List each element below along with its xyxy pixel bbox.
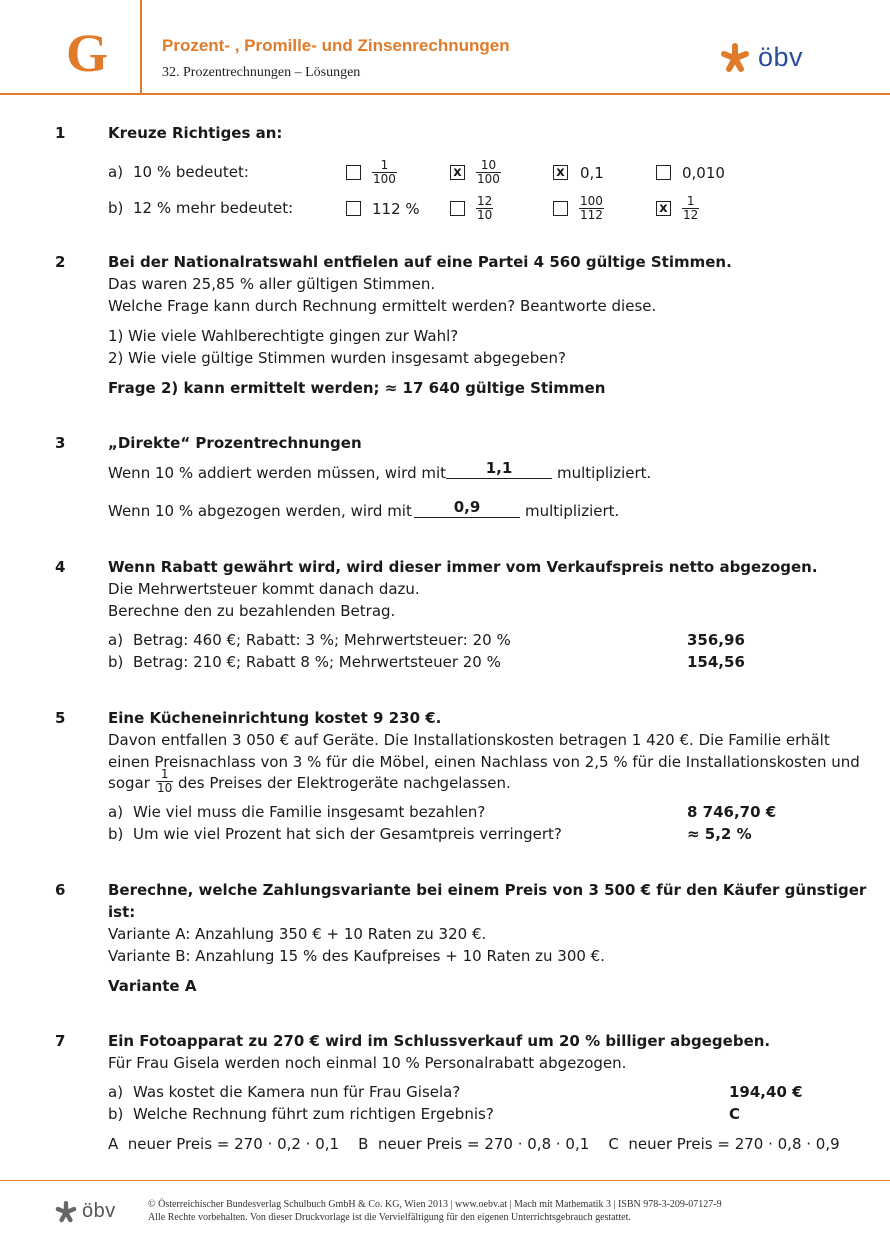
rights-line: Alle Rechte vorbehalten. Von dieser Druckvorlage ist die Vervielfältigung für den eigenen Unterrichtsgebrauch gestattet. xyxy=(148,1212,631,1223)
question-option: 1) Wie viele Wahlberechtigte gingen zur Wahl? xyxy=(108,327,459,345)
checkbox-checked[interactable]: x xyxy=(553,165,568,180)
task-text: Wenn 10 % abgezogen werden, wird mit xyxy=(108,502,412,520)
footer-logo xyxy=(55,1200,116,1223)
subtask-answer: 356,96 xyxy=(687,631,745,649)
answer-blank: 0,9 xyxy=(414,499,520,518)
header-divider-horizontal xyxy=(0,93,890,95)
subtask-label: b) xyxy=(108,825,124,843)
fraction: $\frac{100}{112}$ xyxy=(580,194,603,222)
fraction: $\frac{1}{100}$ xyxy=(373,158,396,186)
publisher-logo xyxy=(720,42,803,73)
copyright-line: © Österreichischer Bundesverlag Schulbuch GmbH & Co. KG, Wien 2013 | www.oebv.at | Mach mit Mathematik 3 | ISBN 978-3-209-07127-9 xyxy=(148,1199,722,1210)
task-title-continued: ist: xyxy=(108,903,136,921)
checkbox-checked[interactable]: x xyxy=(450,165,465,180)
task-text: Für Frau Gisela werden noch einmal 10 % Personalrabatt abgezogen. xyxy=(108,1054,627,1072)
subtask-answer: 154,56 xyxy=(687,653,745,671)
task-text: Welche Frage kann durch Rechnung ermittelt werden? Beantworte diese. xyxy=(108,297,657,315)
checkbox[interactable] xyxy=(346,201,361,216)
subtask-text: 12 % mehr bedeutet: xyxy=(133,199,294,217)
subtask-label: b) xyxy=(108,199,124,217)
task-text: Die Mehrwertsteuer kommt danach dazu. xyxy=(108,580,420,598)
task-number: 2 xyxy=(55,253,66,271)
page-title: Prozent- , Promille- und Zinsenrechnungen xyxy=(162,36,510,55)
subtask-label: a) xyxy=(108,803,124,821)
subtask-text: Was kostet die Kamera nun für Frau Gisela? xyxy=(133,1083,461,1101)
subtask-text: Welche Rechnung führt zum richtigen Ergebnis? xyxy=(133,1105,494,1123)
subtask-answer: 194,40 € xyxy=(729,1083,803,1101)
fraction: $\frac{10}{100}$ xyxy=(477,158,500,186)
asterisk-logo-icon xyxy=(720,43,750,73)
task-title: Berechne, welche Zahlungsvariante bei einem Preis von 3 500 € für den Käufer günstiger xyxy=(108,881,867,899)
task-number: 1 xyxy=(55,124,66,142)
subtask-label: a) xyxy=(108,631,124,649)
answer-options: A neuer Preis = 270 · 0,2 · 0,1 B neuer Preis = 270 · 0,8 · 0,1 C neuer Preis = 270 · 0,8 · 0,9 xyxy=(108,1135,840,1153)
answer-blank: 1,1 xyxy=(446,460,552,479)
asterisk-logo-icon xyxy=(55,1201,77,1223)
fraction: $\frac{1}{10}$ xyxy=(157,767,173,795)
page-subtitle: 32. Prozentrechnungen – Lösungen xyxy=(162,65,361,80)
checkbox-checked[interactable]: x xyxy=(656,201,671,216)
subtask-label: b) xyxy=(108,653,124,671)
task-number: 3 xyxy=(55,434,66,452)
task-title: „Direkte“ Prozentrechnungen xyxy=(108,434,362,452)
subtask-label: a) xyxy=(108,1083,124,1101)
task-title: Kreuze Richtiges an: xyxy=(108,124,283,142)
task-number: 4 xyxy=(55,558,66,576)
subtask-text: Betrag: 210 €; Rabatt 8 %; Mehrwertsteuer 20 % xyxy=(133,653,501,671)
checkbox[interactable] xyxy=(656,165,671,180)
subtask-answer: ≈ 5,2 % xyxy=(687,825,752,843)
option-value: 0,010 xyxy=(682,164,725,182)
task-number: 7 xyxy=(55,1032,66,1050)
task-answer: Frage 2) kann ermittelt werden; ≈ 17 640 gültige Stimmen xyxy=(108,379,606,397)
task-text: sogar xyxy=(108,774,150,792)
task-answer: Variante A xyxy=(108,977,197,995)
task-text: multipliziert. xyxy=(557,464,652,482)
subtask-text: 10 % bedeutet: xyxy=(133,163,249,181)
subtask-answer: C xyxy=(729,1105,741,1123)
fraction: $\frac{12}{10}$ xyxy=(477,194,493,222)
subtask-answer: 8 746,70 € xyxy=(687,803,777,821)
subtask-text: Um wie viel Prozent hat sich der Gesamtpreis verringert? xyxy=(133,825,562,843)
task-text: Wenn 10 % addiert werden müssen, wird mit xyxy=(108,464,447,482)
task-text: Davon entfallen 3 050 € auf Geräte. Die Installationskosten betragen 1 420 €. Die Familie erhält xyxy=(108,731,830,749)
header-divider-vertical xyxy=(140,0,142,94)
subtask-text: Wie viel muss die Familie insgesamt bezahlen? xyxy=(133,803,486,821)
checkbox[interactable] xyxy=(450,201,465,216)
task-title: Bei der Nationalratswahl entfielen auf eine Partei 4 560 gültige Stimmen. xyxy=(108,253,732,271)
task-number: 6 xyxy=(55,881,66,899)
task-title: Eine Kücheneinrichtung kostet 9 230 €. xyxy=(108,709,442,727)
checkbox[interactable] xyxy=(553,201,568,216)
question-option: 2) Wie viele gültige Stimmen wurden insgesamt abgegeben? xyxy=(108,349,566,367)
task-text: multipliziert. xyxy=(525,502,620,520)
task-text: einen Preisnachlass von 3 % für die Möbel, einen Nachlass von 2,5 % für die Installationskosten und xyxy=(108,753,860,771)
footer-divider xyxy=(0,1180,890,1181)
subtask-label: a) xyxy=(108,163,124,181)
subtask-text: Betrag: 460 €; Rabatt: 3 %; Mehrwertsteuer: 20 % xyxy=(133,631,511,649)
task-title: Ein Fotoapparat zu 270 € wird im Schlussverkauf um 20 % billiger abgegeben. xyxy=(108,1032,771,1050)
task-text: Das waren 25,85 % aller gültigen Stimmen. xyxy=(108,275,436,293)
option-value: 0,1 xyxy=(580,164,604,182)
footer-logo-text: öbv xyxy=(82,1200,116,1222)
task-text: Variante B: Anzahlung 15 % des Kaufpreises + 10 Raten zu 300 €. xyxy=(108,947,605,965)
logo-text: öbv xyxy=(758,42,804,72)
fraction: $\frac{1}{12}$ xyxy=(683,194,699,222)
chapter-letter: G xyxy=(66,23,109,83)
option-value: 112 % xyxy=(372,200,420,218)
task-title: Wenn Rabatt gewährt wird, wird dieser immer vom Verkaufspreis netto abgezogen. xyxy=(108,558,818,576)
task-text: Berechne den zu bezahlenden Betrag. xyxy=(108,602,396,620)
task-text: des Preises der Elektrogeräte nachgelassen. xyxy=(178,774,511,792)
checkbox[interactable] xyxy=(346,165,361,180)
task-text: Variante A: Anzahlung 350 € + 10 Raten zu 320 €. xyxy=(108,925,487,943)
task-number: 5 xyxy=(55,709,66,727)
subtask-label: b) xyxy=(108,1105,124,1123)
